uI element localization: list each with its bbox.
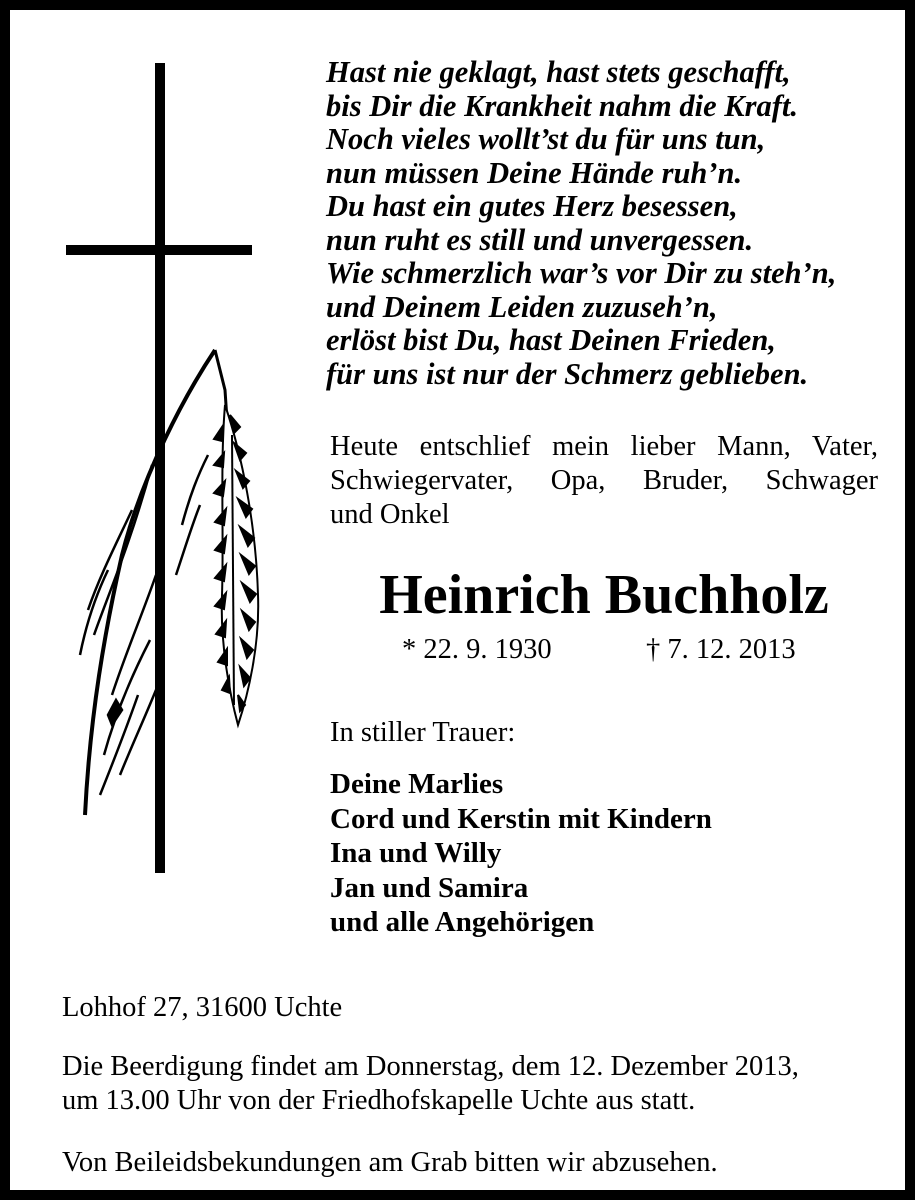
poem-line: bis Dir die Krankheit nahm die Kraft. <box>326 88 798 123</box>
mourner-entry: Cord und Kerstin mit Kindern <box>330 802 712 835</box>
cross-horizontal-beam <box>66 245 252 255</box>
funeral-details <box>62 1050 799 1118</box>
mourning-label: In stiller Trauer: <box>330 717 516 748</box>
announcement-text <box>330 430 878 532</box>
memorial-poem <box>326 56 886 391</box>
announcement-line: Heute entschlief mein lieber Mann, Vater, <box>330 431 878 462</box>
address: Lohhof 27, 31600 Uchte <box>62 992 343 1023</box>
poem-line: Wie schmerzlich war’s vor Dir zu steh’n, <box>326 256 837 290</box>
poem-line: nun müssen Deine Hände ruh’n. <box>326 155 743 190</box>
poem-line: Du hast ein gutes Herz besessen, <box>326 189 738 223</box>
poem-line: nun ruht es still und unvergessen. <box>326 222 754 257</box>
cross-with-wheat-icon <box>60 55 270 885</box>
announcement-line: Schwiegervater, Opa, Bruder, Schwager <box>330 465 878 496</box>
poem-line: Noch vieles wollt’st du für uns tun, <box>326 122 766 156</box>
mourner-entry: Deine Marlies <box>330 768 504 800</box>
poem-line: Hast nie geklagt, hast stets geschafft, <box>326 55 791 89</box>
deceased-name: Heinrich Buchholz <box>379 564 829 626</box>
death-date: † 7. 12. 2013 <box>646 634 796 665</box>
mourner-entry: Jan und Samira <box>330 871 529 904</box>
wheat-stalk <box>85 350 215 815</box>
condolence-note: Von Beileidsbekundungen am Grab bitten wir abzusehen. <box>62 1147 718 1178</box>
funeral-line: um 13.00 Uhr von der Friedhofskapelle Uchte aus statt. <box>62 1085 696 1116</box>
poem-line: für uns ist nur der Schmerz geblieben. <box>326 356 809 391</box>
poem-line: erlöst bist Du, hast Deinen Frieden, <box>326 323 776 357</box>
announcement-line: und Onkel <box>330 499 450 530</box>
mourner-entry: Ina und Willy <box>330 837 502 870</box>
grass-blades <box>80 455 208 795</box>
birth-date: * 22. 9. 1930 <box>402 634 552 665</box>
wheat-ear <box>214 405 258 725</box>
funeral-line: Die Beerdigung findet am Donnerstag, dem 12. Dezember 2013, <box>62 1051 799 1082</box>
poem-line: und Deinem Leiden zuzuseh’n, <box>326 289 718 324</box>
mourner-entry: und alle Angehörigen <box>330 906 595 939</box>
mourners-list <box>330 767 712 940</box>
cross-vertical-beam <box>155 63 165 873</box>
